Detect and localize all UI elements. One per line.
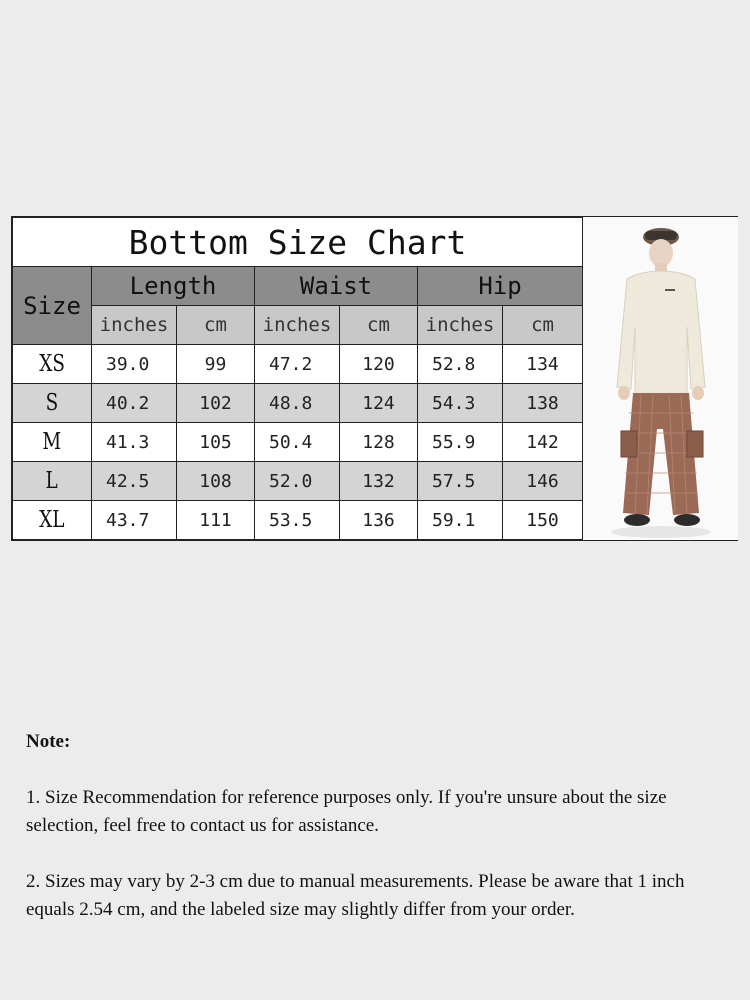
value-cell: 39.0	[92, 345, 177, 384]
table-row	[13, 345, 583, 384]
value-cell: 124	[340, 384, 418, 423]
unit-header: inches	[418, 306, 503, 345]
size-column-header: Size	[13, 267, 92, 345]
value-cell: 55.9	[418, 423, 503, 462]
value-cell: 111	[177, 501, 255, 540]
size-label-text: S	[45, 390, 59, 416]
size-label-text: XS	[39, 351, 65, 377]
value-cell: 142	[503, 423, 583, 462]
value-cell: 132	[340, 462, 418, 501]
value-cell: 57.5	[418, 462, 503, 501]
note-item: 2. Sizes may vary by 2-3 cm due to manual measurements. Please be aware that 1 inch equals 2.54 cm, and the labeled size may slightly differ from your order.	[26, 871, 685, 920]
size-label-text: XL	[39, 507, 65, 533]
value-cell: 146	[503, 462, 583, 501]
size-label	[13, 345, 92, 384]
value-cell: 53.5	[255, 501, 340, 540]
size-chart	[11, 216, 738, 541]
value-cell: 43.7	[92, 501, 177, 540]
value-cell: 52.0	[255, 462, 340, 501]
length-header: Length	[92, 267, 255, 306]
value-cell: 102	[177, 384, 255, 423]
size-table	[12, 217, 583, 540]
value-cell: 50.4	[255, 423, 340, 462]
unit-header: cm	[177, 306, 255, 345]
table-row	[13, 462, 583, 501]
unit-header: cm	[503, 306, 583, 345]
unit-header: cm	[340, 306, 418, 345]
note-item: 1. Size Recommendation for reference purposes only. If you're unsure about the size selection, feel free to contact us for assistance.	[26, 787, 667, 836]
size-label	[13, 384, 92, 423]
unit-header: inches	[92, 306, 177, 345]
value-cell: 41.3	[92, 423, 177, 462]
size-label	[13, 462, 92, 501]
value-cell: 52.8	[418, 345, 503, 384]
chart-title: Bottom Size Chart	[13, 218, 583, 267]
size-label	[13, 501, 92, 540]
value-cell: 99	[177, 345, 255, 384]
value-cell: 120	[340, 345, 418, 384]
table-row	[13, 501, 583, 540]
value-cell: 136	[340, 501, 418, 540]
model-photo	[582, 217, 738, 540]
table-row	[13, 384, 583, 423]
waist-header: Waist	[255, 267, 418, 306]
value-cell: 42.5	[92, 462, 177, 501]
value-cell: 138	[503, 384, 583, 423]
value-cell: 40.2	[92, 384, 177, 423]
unit-header: inches	[255, 306, 340, 345]
table-row	[13, 423, 583, 462]
notes-section	[26, 728, 726, 952]
size-label-text: M	[42, 429, 62, 455]
value-cell: 150	[503, 501, 583, 540]
value-cell: 47.2	[255, 345, 340, 384]
value-cell: 134	[503, 345, 583, 384]
value-cell: 59.1	[418, 501, 503, 540]
size-label-text: L	[45, 468, 59, 494]
value-cell: 54.3	[418, 384, 503, 423]
value-cell: 108	[177, 462, 255, 501]
value-cell: 105	[177, 423, 255, 462]
value-cell: 128	[340, 423, 418, 462]
hip-header: Hip	[418, 267, 583, 306]
size-label	[13, 423, 92, 462]
notes-title: Note:	[26, 731, 71, 752]
value-cell: 48.8	[255, 384, 340, 423]
model-illustration	[583, 217, 738, 540]
